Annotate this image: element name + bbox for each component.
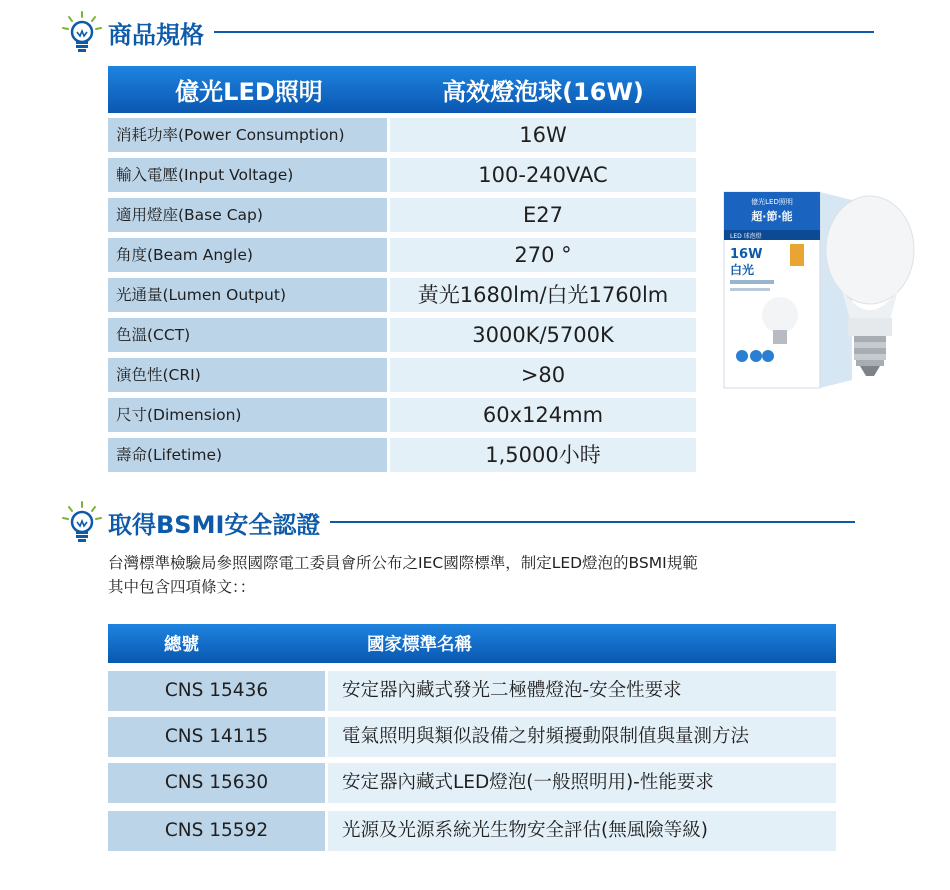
box-color: 白光: [730, 263, 755, 277]
spec-header-product: 高效燈泡球(16W): [442, 78, 644, 106]
spec-value: 16W: [390, 118, 696, 152]
spec-row: [108, 118, 696, 152]
spec-row: [108, 438, 696, 472]
bsmi-description-line: 其中包含四項條文：：: [108, 578, 256, 596]
cns-name: 安定器內藏式發光二極體燈泡-安全性要求: [328, 671, 836, 711]
bsmi-description: [108, 551, 898, 599]
cns-code: CNS 15630: [108, 763, 325, 803]
spec-row: [108, 318, 696, 352]
spec-row: [108, 278, 696, 312]
box-brand: 億光LED照明: [751, 198, 793, 206]
cns-code: CNS 14115: [108, 717, 325, 757]
section-divider: [330, 521, 855, 523]
spec-value: 270 °: [390, 238, 696, 272]
spec-row: [108, 238, 696, 272]
cns-code: CNS 15436: [108, 671, 325, 711]
spec-row: [108, 398, 696, 432]
cns-row: [108, 671, 836, 711]
cns-row: [108, 811, 836, 851]
section-divider: [214, 31, 874, 33]
lightbulb-icon: [60, 500, 104, 544]
cns-table-header: [108, 624, 836, 663]
cns-name: 光源及光源系統光生物安全評估(無風險等級): [328, 811, 836, 851]
bsmi-description-line: 台灣標準檢驗局參照國際電工委員會所公布之IEC國際標準，制定LED燈泡的BSMI規範: [108, 554, 698, 572]
spec-value: E27: [390, 198, 696, 232]
spec-label: 角度(Beam Angle): [108, 238, 387, 272]
spec-value: 3000K/5700K: [390, 318, 696, 352]
lightbulb-icon: [60, 10, 104, 54]
cns-row: [108, 763, 836, 803]
box-watt: 16W: [730, 247, 763, 262]
spec-value: 100-240VAC: [390, 158, 696, 192]
spec-label: 光通量(Lumen Output): [108, 278, 387, 312]
spec-value: >80: [390, 358, 696, 392]
spec-label: 輸入電壓(Input Voltage): [108, 158, 387, 192]
spec-label: 尺寸(Dimension): [108, 398, 387, 432]
cns-row: [108, 717, 836, 757]
cns-name: 安定器內藏式LED燈泡(一般照明用)-性能要求: [328, 763, 836, 803]
spec-row: [108, 158, 696, 192]
box-type: LED 球泡燈: [730, 233, 762, 240]
product-image: [720, 180, 920, 390]
spec-row: [108, 198, 696, 232]
cns-header-name: 國家標準名稱: [367, 635, 472, 655]
spec-value: 黃光1680lm/白光1760lm: [390, 278, 696, 312]
spec-value: 60x124mm: [390, 398, 696, 432]
box-slogan: 超·節·能: [751, 210, 793, 223]
spec-label: 演色性(CRI): [108, 358, 387, 392]
cns-name: 電氣照明與類似設備之射頻擾動限制值與量測方法: [328, 717, 836, 757]
cns-header-code: 總號: [164, 635, 199, 655]
spec-table-header: [108, 66, 696, 113]
section-header-specs: [60, 10, 890, 54]
spec-label: 適用燈座(Base Cap): [108, 198, 387, 232]
spec-row: [108, 358, 696, 392]
spec-label: 消耗功率(Power Consumption): [108, 118, 387, 152]
spec-label: 色溫(CCT): [108, 318, 387, 352]
spec-value: 1,5000小時: [390, 438, 696, 472]
cns-code: CNS 15592: [108, 811, 325, 851]
section-title: 商品規格: [108, 20, 204, 49]
section-header-bsmi: [60, 500, 890, 544]
spec-header-brand: 億光LED照明: [175, 78, 323, 106]
section-title: 取得BSMI安全認證: [108, 510, 321, 539]
spec-label: 壽命(Lifetime): [108, 438, 387, 472]
